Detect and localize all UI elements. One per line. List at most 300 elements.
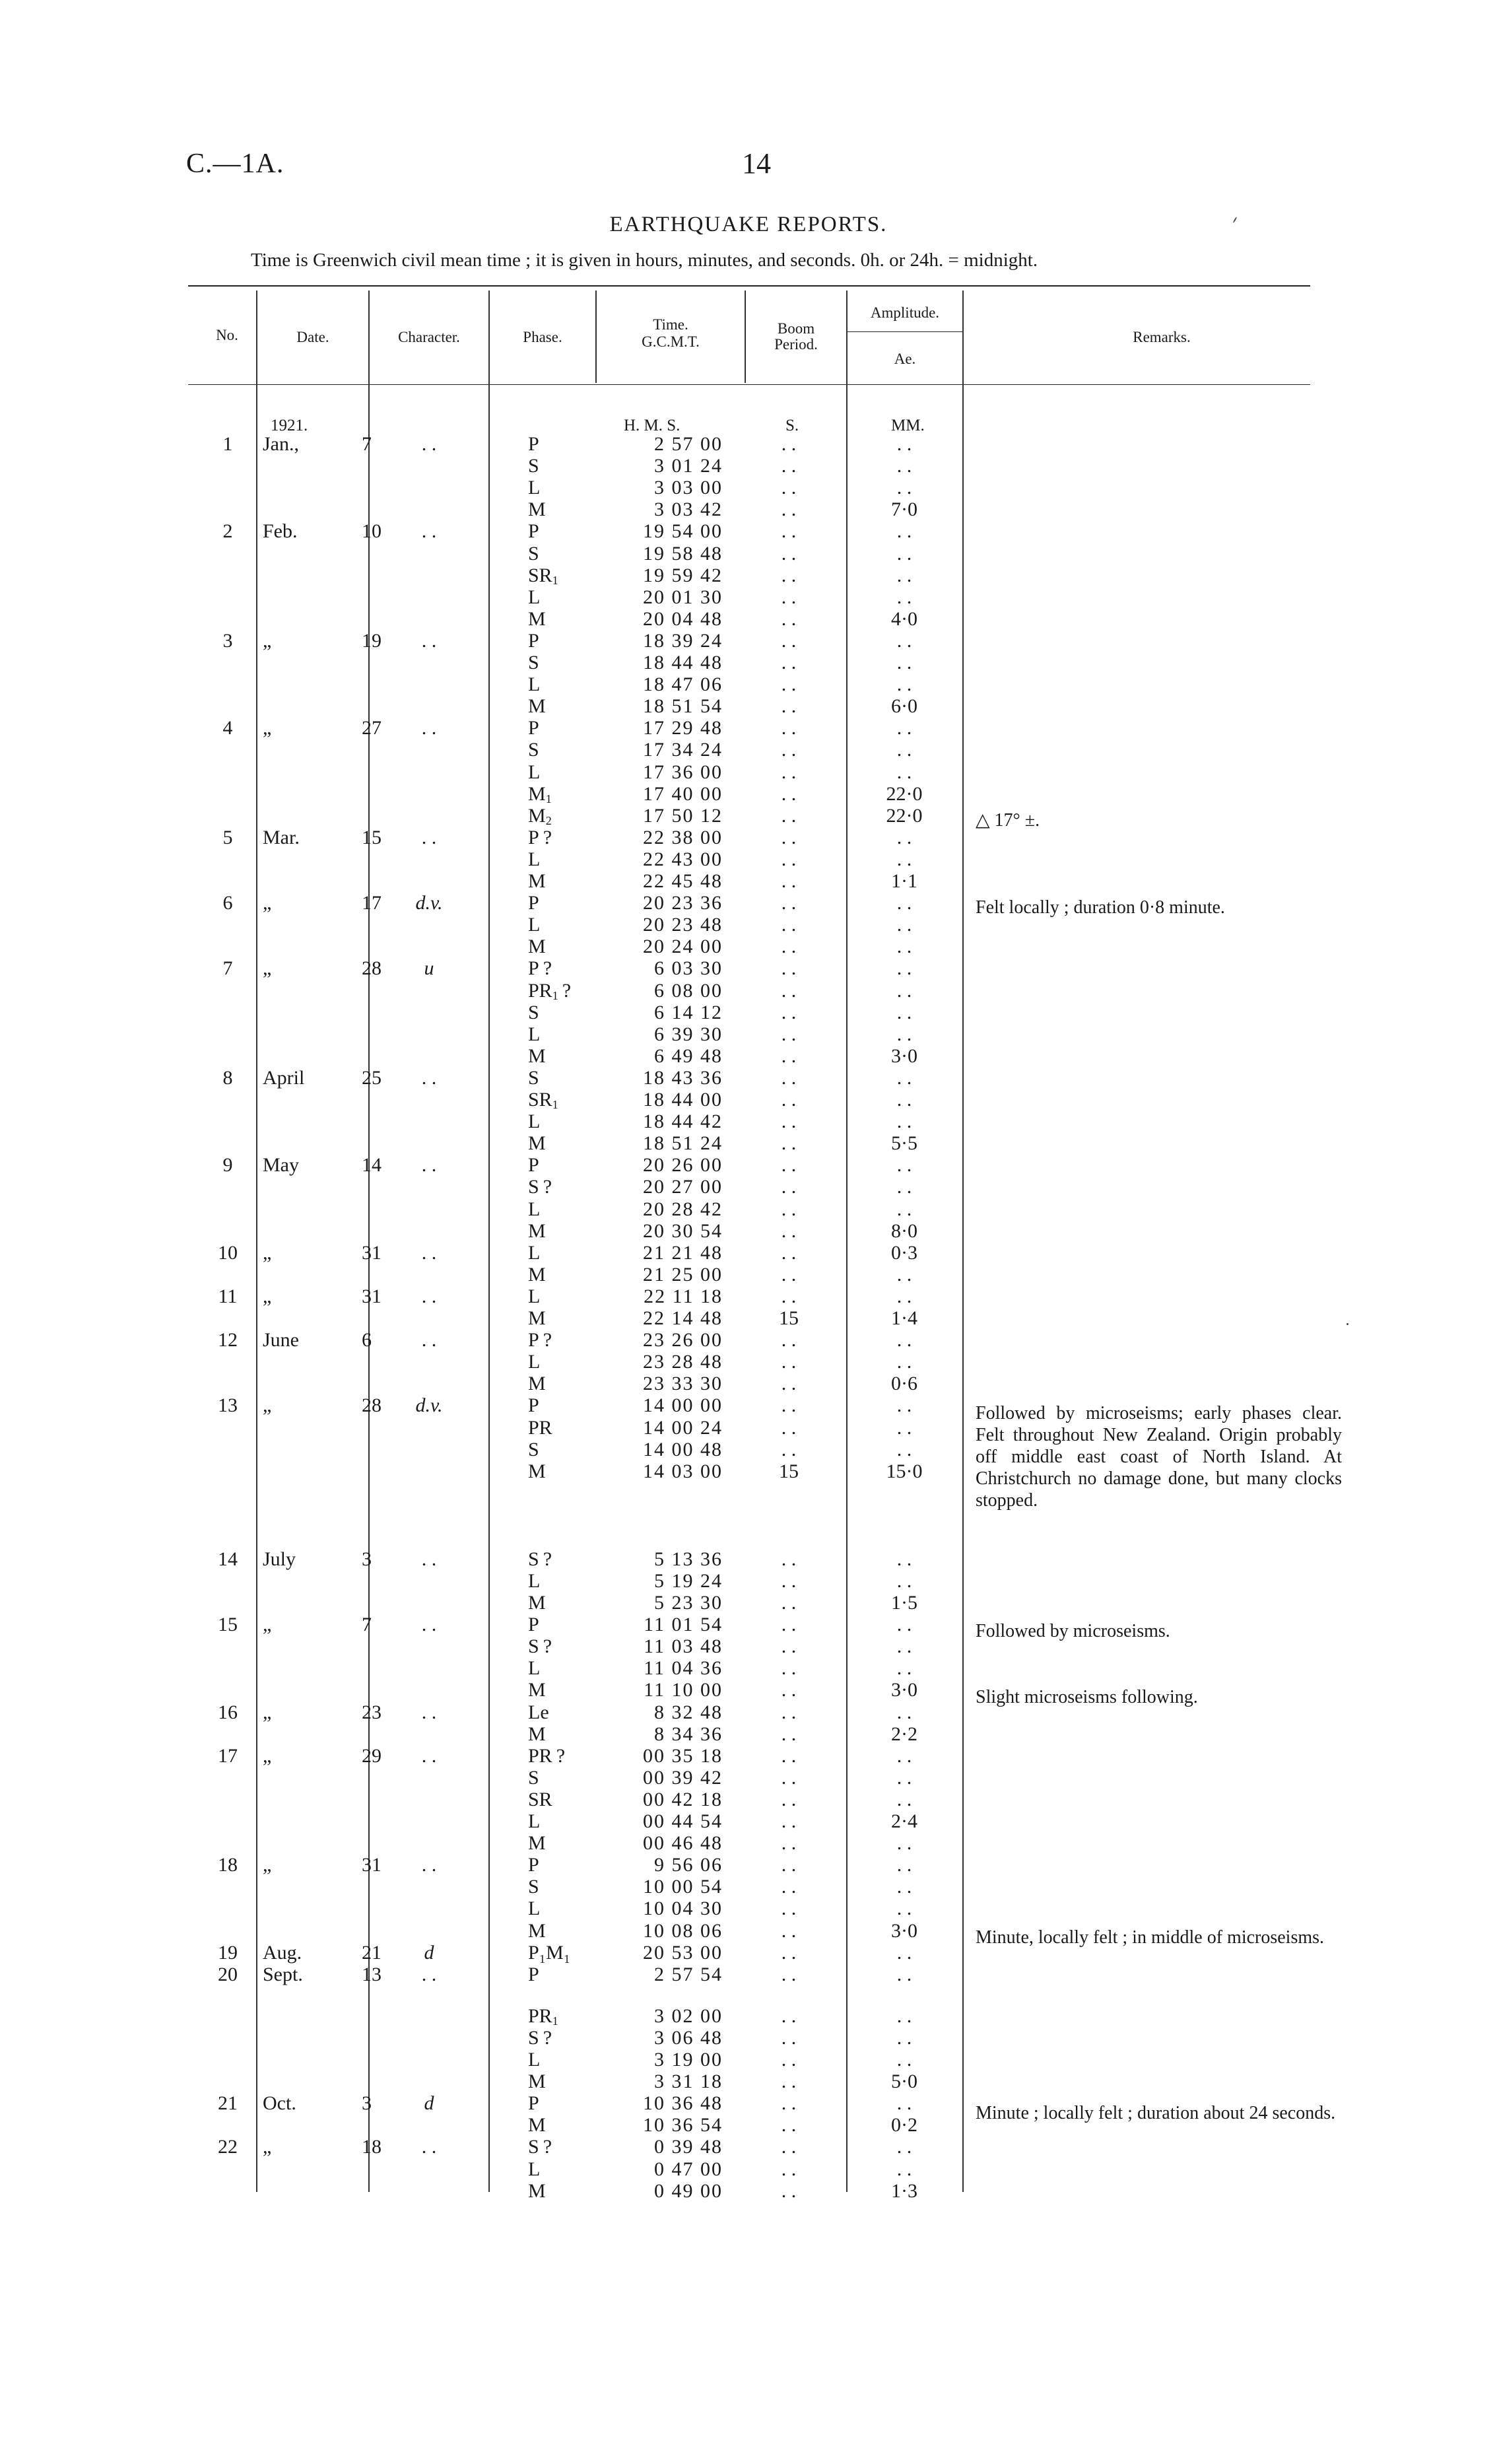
cell-period: . . xyxy=(781,2004,797,2027)
cell-period: . . xyxy=(781,695,797,718)
phase-letter: M xyxy=(528,1723,546,1745)
cell-amplitude: 1·3 xyxy=(891,2179,917,2202)
phase-letter: P xyxy=(528,1394,539,1417)
phase-letter: M xyxy=(528,1592,546,1614)
cell-time: 5 19 24 xyxy=(654,1569,723,1592)
phase-letter: SR xyxy=(528,564,552,586)
cell-period: . . xyxy=(781,1132,797,1155)
cell-time: 6 39 30 xyxy=(654,1023,723,1045)
cell-month: „ xyxy=(263,1854,272,1876)
remark-6: Felt locally ; duration 0·8 minute. xyxy=(976,897,1225,918)
remark-13: Followed by microseisms; early phases clear. Felt throughout New Zealand. Origin probably off middle east coast of North Island. At Christchurch no damage done, but many clocks stopped. xyxy=(976,1403,1342,1511)
phase-letter: M xyxy=(528,2179,546,2202)
cell-character: d.v. xyxy=(415,1394,443,1417)
cell-no: 7 xyxy=(222,957,233,980)
header-boom-period: Boom xyxy=(777,320,815,337)
table-row xyxy=(0,1745,1497,1767)
cell-period: . . xyxy=(781,1941,797,1964)
header-phase: Phase. xyxy=(523,329,562,345)
cell-amplitude: . . xyxy=(896,1569,912,1592)
phase-query: ? xyxy=(556,1744,566,1767)
cell-amplitude: . . xyxy=(896,2092,912,2115)
cell-amplitude: . . xyxy=(896,2158,912,2180)
table-row xyxy=(0,1111,1497,1132)
cell-time: 0 49 00 xyxy=(654,2179,723,2202)
cell-character: . . xyxy=(421,1548,437,1570)
table-row xyxy=(0,1767,1497,1789)
cell-amplitude: . . xyxy=(896,1766,912,1789)
header-boom-period-sub: Period. xyxy=(774,336,818,353)
phase-letter: S xyxy=(528,542,539,565)
cell-time: 6 08 00 xyxy=(654,979,723,1002)
table-row xyxy=(0,498,1497,520)
cell-amplitude: 5·0 xyxy=(891,2070,917,2093)
cell-character: u xyxy=(424,957,434,980)
table-row xyxy=(0,1964,1497,1985)
cell-amplitude: 22·0 xyxy=(886,782,923,805)
phase-subscript: 1 xyxy=(552,2014,558,2028)
header-amplitude-sub: Ae. xyxy=(894,351,916,367)
cell-time: 17 29 48 xyxy=(643,717,723,739)
cell-amplitude: 1·4 xyxy=(891,1307,917,1329)
cell-no: 6 xyxy=(222,892,233,914)
phase-letter: M xyxy=(528,1263,546,1285)
phase-letter: SR xyxy=(528,1089,552,1111)
table-row xyxy=(0,1264,1497,1285)
cell-time: 00 35 18 xyxy=(643,1744,723,1767)
table-row xyxy=(0,1854,1497,1876)
cell-amplitude: . . xyxy=(896,652,912,673)
cell-day: 6 xyxy=(362,1329,372,1352)
cell-month: Sept. xyxy=(263,1963,303,1985)
cell-time: 18 51 24 xyxy=(643,1132,723,1155)
phase-letter: L xyxy=(528,586,541,608)
cell-day: 3 xyxy=(362,1548,372,1570)
phase-letter: L xyxy=(528,1198,541,1220)
cell-amplitude: . . xyxy=(896,1001,912,1023)
phase-letter: S xyxy=(528,2026,539,2049)
cell-period: 15 xyxy=(779,1307,799,1329)
cell-time: 11 01 54 xyxy=(644,1614,723,1636)
cell-character: . . xyxy=(421,826,437,848)
cell-period: . . xyxy=(781,1001,797,1023)
cell-time: 22 45 48 xyxy=(643,870,723,892)
cell-day: 28 xyxy=(362,957,382,980)
cell-amplitude: 2·2 xyxy=(891,1723,917,1745)
table-row xyxy=(0,1329,1497,1351)
cell-day: 17 xyxy=(362,892,382,914)
phase-letter: S xyxy=(528,1548,539,1570)
phase-letter: M xyxy=(528,1132,546,1155)
table-row xyxy=(0,1023,1497,1045)
remark-15: Followed by microseisms. xyxy=(976,1621,1170,1641)
cell-time: 10 00 54 xyxy=(643,1876,723,1898)
table-row xyxy=(0,1132,1497,1154)
cell-period: . . xyxy=(781,1219,797,1242)
table-row xyxy=(0,1220,1497,1242)
cell-period: . . xyxy=(781,848,797,870)
cell-amplitude: . . xyxy=(896,1329,912,1352)
phase-letter: P xyxy=(528,717,539,739)
cell-amplitude: . . xyxy=(896,1701,912,1723)
page-number: 14 xyxy=(742,147,771,180)
phase-letter: L xyxy=(528,914,541,936)
cell-character: . . xyxy=(421,1285,437,1307)
phase-letter: L xyxy=(528,1810,541,1832)
cell-no: 10 xyxy=(218,1241,238,1264)
phase-subscript: 1 xyxy=(552,573,558,587)
phase-letter: M xyxy=(528,804,546,827)
table-row xyxy=(0,761,1497,783)
cell-amplitude: 0·3 xyxy=(891,1241,917,1264)
cell-amplitude: . . xyxy=(896,979,912,1002)
cell-month: July xyxy=(263,1548,296,1570)
remark-22: Minute ; locally felt ; duration about 24 seconds. xyxy=(976,2103,1336,2123)
cell-period: . . xyxy=(781,1832,797,1855)
cell-time: 00 39 42 xyxy=(643,1766,723,1789)
cell-time: 3 02 00 xyxy=(654,2004,723,2027)
table-row xyxy=(0,2136,1497,2158)
phase-letter: L xyxy=(528,1657,541,1680)
cell-period: . . xyxy=(781,433,797,455)
table-row xyxy=(0,2158,1497,2180)
cell-amplitude: . . xyxy=(896,826,912,848)
cell-day: 23 xyxy=(362,1701,382,1723)
cell-time: 18 51 54 xyxy=(643,695,723,718)
header-no: No. xyxy=(216,327,238,343)
cell-period: . . xyxy=(781,761,797,783)
cell-period: . . xyxy=(781,2092,797,2115)
cell-time: 10 36 54 xyxy=(643,2114,723,2137)
cell-day: 10 xyxy=(362,520,382,543)
phase-letter: PR xyxy=(528,1744,552,1767)
table-row xyxy=(0,1176,1497,1198)
cell-period: . . xyxy=(781,477,797,499)
amplitude-unit-label: MM. xyxy=(891,417,925,434)
phase-query: ? xyxy=(543,2026,552,2049)
table-row xyxy=(0,1548,1497,1570)
table-row xyxy=(0,1002,1497,1023)
year-label: 1921. xyxy=(271,417,308,434)
phase-subscript: 1 xyxy=(552,988,558,1002)
cell-day: 31 xyxy=(362,1241,382,1264)
cell-amplitude: . . xyxy=(896,564,912,586)
cell-character: d.v. xyxy=(415,892,443,914)
cell-time: 3 31 18 xyxy=(654,2070,723,2093)
phase-letter: M xyxy=(528,936,546,958)
cell-no: 20 xyxy=(218,1963,238,1985)
cell-period: . . xyxy=(781,1614,797,1636)
table-row xyxy=(0,652,1497,673)
cell-period: . . xyxy=(781,892,797,914)
phase-letter: L xyxy=(528,1241,541,1264)
cell-time: 11 04 36 xyxy=(644,1657,723,1680)
phase-letter: M xyxy=(528,1460,546,1482)
cell-month: „ xyxy=(263,629,272,652)
cell-amplitude: . . xyxy=(896,1394,912,1417)
cell-time: 6 14 12 xyxy=(654,1001,723,1023)
cell-period: . . xyxy=(781,1023,797,1045)
cell-character: . . xyxy=(421,1066,437,1089)
cell-time: 8 32 48 xyxy=(654,1701,723,1723)
cell-period: . . xyxy=(781,1963,797,1985)
cell-period: . . xyxy=(781,1766,797,1789)
cell-no: 18 xyxy=(218,1854,238,1876)
cell-amplitude: 2·4 xyxy=(891,1810,917,1832)
cell-period: . . xyxy=(781,1373,797,1395)
cell-time: 00 44 54 xyxy=(643,1810,723,1832)
phase-query: ? xyxy=(543,957,552,980)
cell-amplitude: . . xyxy=(896,739,912,761)
cell-time: 6 49 48 xyxy=(654,1044,723,1067)
cell-amplitude: . . xyxy=(896,1263,912,1285)
cell-day: 7 xyxy=(362,433,372,455)
phase-letter: L xyxy=(528,761,541,783)
cell-time: 3 01 24 xyxy=(654,455,723,477)
cell-amplitude: . . xyxy=(896,914,912,936)
cell-day: 31 xyxy=(362,1285,382,1307)
cell-time: 23 26 00 xyxy=(643,1329,723,1352)
cell-time: 17 50 12 xyxy=(643,804,723,827)
table-row xyxy=(0,1285,1497,1307)
table-row xyxy=(0,695,1497,717)
cell-amplitude: 4·0 xyxy=(891,607,917,630)
table-row xyxy=(0,477,1497,498)
phase-letter: M xyxy=(528,498,546,521)
cell-amplitude: . . xyxy=(896,1198,912,1220)
table-row xyxy=(0,1789,1497,1810)
page-subtitle: Time is Greenwich civil mean time ; it is given in hours, minutes, and seconds. 0h. or 24h. = midnight. xyxy=(251,250,1038,271)
remark-19: Minute, locally felt ; in middle of microseisms. xyxy=(976,1927,1325,1948)
cell-amplitude: . . xyxy=(896,2049,912,2070)
cell-time: 3 03 42 xyxy=(654,498,723,521)
phase-letter: S xyxy=(528,652,539,673)
cell-amplitude: . . xyxy=(896,2026,912,2049)
cell-time: 18 43 36 xyxy=(643,1066,723,1089)
cell-time: 11 10 00 xyxy=(644,1679,723,1701)
cell-time: 8 34 36 xyxy=(654,1723,723,1745)
phase-letter: M xyxy=(528,870,546,892)
table-row xyxy=(0,1832,1497,1854)
cell-amplitude: 3·0 xyxy=(891,1919,917,1942)
phase-letter: P₁M₁ xyxy=(528,1941,571,1964)
cell-time: 3 06 48 xyxy=(654,2026,723,2049)
cell-amplitude: . . xyxy=(896,433,912,455)
cell-no: 12 xyxy=(218,1329,238,1352)
cell-period: . . xyxy=(781,1154,797,1177)
phase-letter: M xyxy=(528,1044,546,1067)
cell-period: . . xyxy=(781,1723,797,1745)
cell-character: . . xyxy=(421,1329,437,1352)
cell-period: . . xyxy=(781,2114,797,2137)
cell-amplitude: . . xyxy=(896,1023,912,1045)
table-row xyxy=(0,2027,1497,2049)
cell-period: . . xyxy=(781,936,797,958)
cell-period: . . xyxy=(781,542,797,565)
cell-amplitude: . . xyxy=(896,717,912,739)
cell-period: . . xyxy=(781,1898,797,1920)
table-row xyxy=(0,1198,1497,1220)
cell-amplitude: . . xyxy=(896,1963,912,1985)
header-time: Time. xyxy=(653,316,688,333)
phase-subscript: 1 xyxy=(545,792,552,805)
cell-day: 14 xyxy=(362,1154,382,1177)
cell-time: 00 42 18 xyxy=(643,1788,723,1810)
cell-period: . . xyxy=(781,455,797,477)
cell-amplitude: 22·0 xyxy=(886,804,923,827)
cell-amplitude: . . xyxy=(896,1657,912,1680)
cell-no: 8 xyxy=(222,1066,233,1089)
cell-amplitude: . . xyxy=(896,848,912,870)
cell-amplitude: 0·2 xyxy=(891,2114,917,2137)
cell-amplitude: 1·5 xyxy=(891,1592,917,1614)
cell-period: . . xyxy=(781,1854,797,1876)
table-row xyxy=(0,673,1497,695)
phase-letter: S xyxy=(528,1066,539,1089)
phase-query: ? xyxy=(543,1176,552,1198)
phase-letter: P xyxy=(528,629,539,652)
cell-month: June xyxy=(263,1329,299,1352)
cell-month: „ xyxy=(263,1701,272,1723)
cell-period: . . xyxy=(781,717,797,739)
table-row xyxy=(0,520,1497,542)
table-row xyxy=(0,455,1497,477)
cell-time: 9 56 06 xyxy=(654,1854,723,1876)
cell-day: 21 xyxy=(362,1941,382,1964)
cell-amplitude: . . xyxy=(896,1111,912,1133)
cell-period: . . xyxy=(781,673,797,696)
cell-amplitude: . . xyxy=(896,1635,912,1658)
phase-letter: S xyxy=(528,1438,539,1460)
cell-period: . . xyxy=(781,586,797,608)
cell-period: . . xyxy=(781,1679,797,1701)
cell-time: 10 36 48 xyxy=(643,2092,723,2115)
phase-letter: M xyxy=(528,695,546,718)
cell-day: 28 xyxy=(362,1394,382,1417)
cell-period: . . xyxy=(781,1876,797,1898)
remark-16: Slight microseisms following. xyxy=(976,1687,1198,1707)
cell-amplitude: . . xyxy=(896,1941,912,1964)
cell-time: 14 03 00 xyxy=(643,1460,723,1482)
cell-month: Jan., xyxy=(263,433,299,455)
cell-character: . . xyxy=(421,1154,437,1177)
cell-time: 20 27 00 xyxy=(643,1176,723,1198)
cell-amplitude: . . xyxy=(896,455,912,477)
cell-time: 19 54 00 xyxy=(643,520,723,543)
cell-time: 18 44 00 xyxy=(643,1089,723,1111)
cell-month: Aug. xyxy=(263,1941,302,1964)
cell-time: 0 39 48 xyxy=(654,2136,723,2158)
cell-month: „ xyxy=(263,892,272,914)
cell-month: „ xyxy=(263,717,272,739)
cell-phase xyxy=(528,1964,620,1991)
cell-amplitude: . . xyxy=(896,1614,912,1636)
cell-time: 20 53 00 xyxy=(643,1941,723,1964)
cell-character: . . xyxy=(421,433,437,455)
cell-period: . . xyxy=(781,1701,797,1723)
phase-letter: P xyxy=(528,892,539,914)
cell-day: 31 xyxy=(362,1854,382,1876)
cell-amplitude: . . xyxy=(896,1176,912,1198)
cell-no: 22 xyxy=(218,2136,238,2158)
phase-letter: S xyxy=(528,739,539,761)
cell-character: . . xyxy=(421,1241,437,1264)
cell-time: 20 04 48 xyxy=(643,607,723,630)
cell-no: 1 xyxy=(222,433,233,455)
phase-letter: L xyxy=(528,2158,541,2180)
table-row xyxy=(0,630,1497,652)
page-title: EARTHQUAKE REPORTS. xyxy=(609,213,888,236)
cell-time: 14 00 24 xyxy=(643,1416,723,1439)
phase-letter: L xyxy=(528,1898,541,1920)
table-row xyxy=(0,980,1497,1002)
phase-letter: Le xyxy=(528,1701,549,1723)
cell-month: Feb. xyxy=(263,520,298,543)
table-row xyxy=(0,1592,1497,1614)
cell-time: 10 04 30 xyxy=(643,1898,723,1920)
cell-period: . . xyxy=(781,652,797,673)
table-row xyxy=(0,1045,1497,1067)
phase-letter: L xyxy=(528,1285,541,1307)
table-row xyxy=(0,2005,1497,2027)
phase-letter: L xyxy=(528,1023,541,1045)
table-row xyxy=(0,1154,1497,1176)
cell-amplitude: 3·0 xyxy=(891,1044,917,1067)
phase-letter: S xyxy=(528,2136,539,2158)
cell-no: 21 xyxy=(218,2092,238,2115)
phase-letter: S xyxy=(528,1635,539,1658)
phase-subscript: 1 xyxy=(552,1098,558,1111)
cell-time: 5 23 30 xyxy=(654,1592,723,1614)
phase-letter: M xyxy=(528,1373,546,1395)
cell-month: „ xyxy=(263,957,272,980)
cell-no: 17 xyxy=(218,1744,238,1767)
cell-amplitude: . . xyxy=(896,2136,912,2158)
header-time-sub: G.C.M.T. xyxy=(642,333,700,350)
cell-period: . . xyxy=(781,826,797,848)
phase-query: ? xyxy=(543,826,552,848)
cell-period: . . xyxy=(781,1592,797,1614)
cell-time: 11 03 48 xyxy=(644,1635,723,1658)
cell-amplitude: 5·5 xyxy=(891,1132,917,1155)
phase-letter: PR xyxy=(528,1416,552,1439)
cell-period: . . xyxy=(781,782,797,805)
cell-period: . . xyxy=(781,1111,797,1133)
cell-amplitude: 15·0 xyxy=(886,1460,923,1482)
cell-period: . . xyxy=(781,1416,797,1439)
cell-amplitude: . . xyxy=(896,520,912,543)
table-row xyxy=(0,2049,1497,2070)
cell-day: 18 xyxy=(362,2136,382,2158)
cell-month: „ xyxy=(263,1285,272,1307)
cell-time: 18 44 48 xyxy=(643,652,723,673)
cell-period: . . xyxy=(781,1919,797,1942)
cell-amplitude: 7·0 xyxy=(891,498,917,521)
cell-time: 21 21 48 xyxy=(643,1241,723,1264)
cell-period: . . xyxy=(781,1548,797,1570)
header-remarks: Remarks. xyxy=(1133,329,1191,345)
cell-month: Oct. xyxy=(263,2092,296,2115)
cell-month: „ xyxy=(263,1744,272,1767)
phase-query: ? xyxy=(543,1548,552,1570)
cell-day: 25 xyxy=(362,1066,382,1089)
cell-time: 17 34 24 xyxy=(643,739,723,761)
cell-time: 19 59 42 xyxy=(643,564,723,586)
cell-period: . . xyxy=(781,1198,797,1220)
cell-time: 00 46 48 xyxy=(643,1832,723,1855)
cell-period: . . xyxy=(781,1351,797,1373)
cell-character: . . xyxy=(421,717,437,739)
